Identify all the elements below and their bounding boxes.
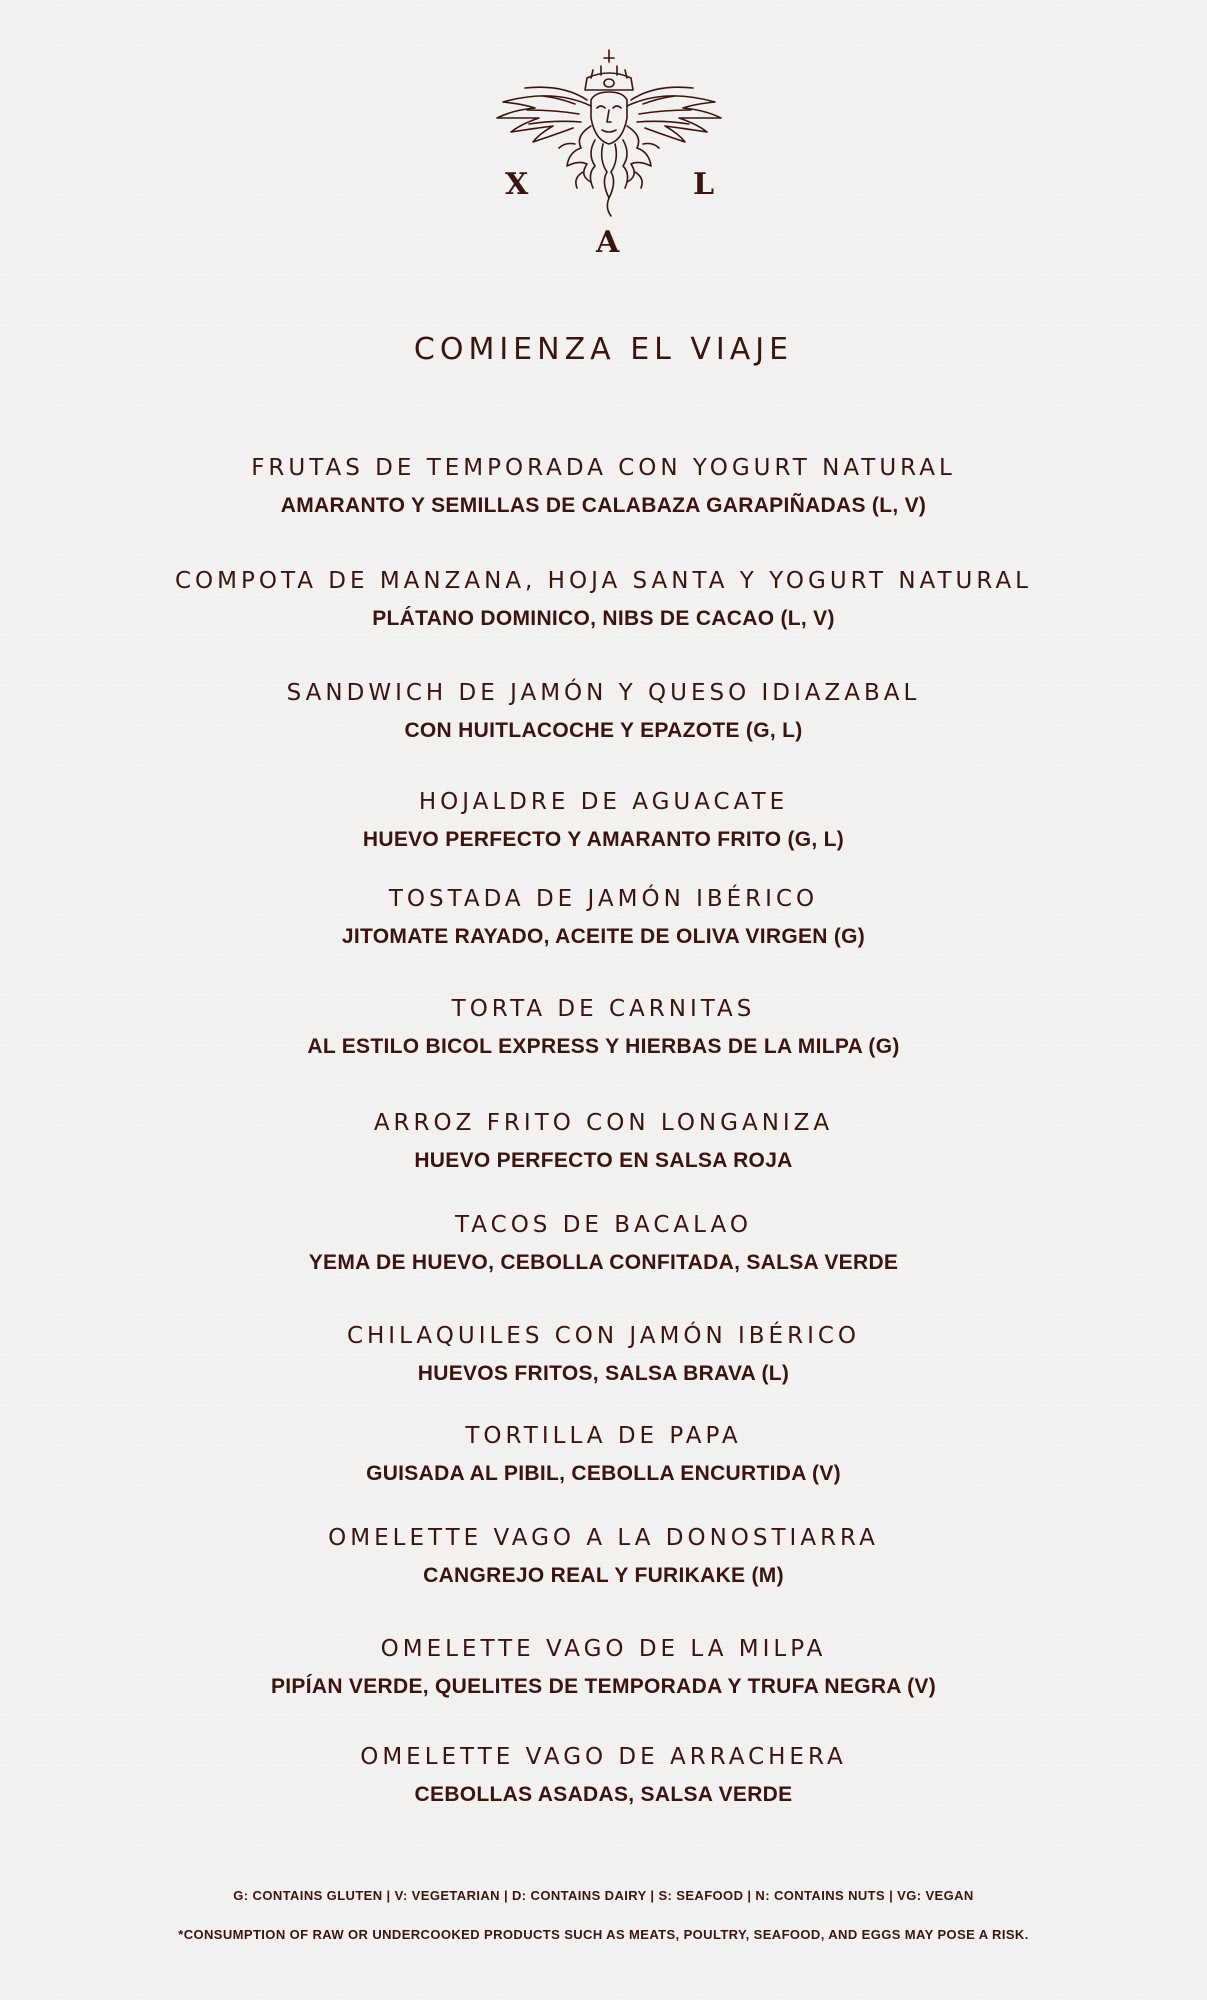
menu-item-title: OMELETTE VAGO DE LA MILPA	[380, 1636, 827, 1662]
menu-item	[0, 1524, 1207, 1590]
menu-item	[0, 567, 1207, 633]
menu-item	[0, 885, 1207, 951]
allergen-legend: G: CONTAINS GLUTEN | V: VEGETARIAN | D: CONTAINS DAIRY | S: SEAFOOD | N: CONTAINS NUTS | VG: VEGAN	[233, 1888, 974, 1903]
menu-item-title: TOSTADA DE JAMÓN IBÉRICO	[388, 886, 819, 912]
menu-item	[0, 1743, 1207, 1809]
menu-item-title: CHILAQUILES CON JAMÓN IBÉRICO	[346, 1323, 861, 1349]
menu-item-description: PIPÍAN VERDE, QUELITES DE TEMPORADA Y TRUFA NEGRA (V)	[270, 1675, 937, 1698]
menu-item	[0, 1422, 1207, 1488]
consumption-disclaimer: *CONSUMPTION OF RAW OR UNDERCOOKED PRODUCTS SUCH AS MEATS, POULTRY, SEAFOOD, AND EGGS MAY POSE A RISK.	[178, 1927, 1029, 1942]
menu-item	[0, 1322, 1207, 1388]
menu-item	[0, 788, 1207, 854]
menu-item-description: CON HUITLACOCHE Y EPAZOTE (G, L)	[404, 719, 803, 742]
menu-item	[0, 679, 1207, 745]
menu-item	[0, 995, 1207, 1061]
winged-sun-emblem-icon	[483, 48, 735, 260]
menu-item-description: GUISADA AL PIBIL, CEBOLLA ENCURTIDA (V)	[366, 1462, 841, 1485]
menu-item-title: COMPOTA DE MANZANA, HOJA SANTA Y YOGURT NATURAL	[175, 568, 1032, 594]
menu-item-description: HUEVO PERFECTO EN SALSA ROJA	[414, 1149, 793, 1172]
logo-letter-l: L	[693, 167, 715, 202]
menu-item-title: TACOS DE BACALAO	[455, 1212, 752, 1238]
menu-item-title: TORTILLA DE PAPA	[465, 1423, 742, 1449]
menu-item-description: CANGREJO REAL Y FURIKAKE (M)	[423, 1564, 784, 1587]
menu-item-description: CEBOLLAS ASADAS, SALSA VERDE	[414, 1783, 793, 1806]
menu-item-description: PLÁTANO DOMINICO, NIBS DE CACAO (L, V)	[372, 607, 835, 630]
menu-item-description: AMARANTO Y SEMILLAS DE CALABAZA GARAPIÑADAS (L, V)	[280, 494, 927, 517]
menu-item-title: TORTA DE CARNITAS	[451, 996, 756, 1022]
menu-item-title: OMELETTE VAGO DE ARRACHERA	[360, 1744, 847, 1770]
menu-item-title: OMELETTE VAGO A LA DONOSTIARRA	[328, 1525, 879, 1551]
menu-item-title: ARROZ FRITO CON LONGANIZA	[373, 1110, 834, 1136]
logo-letter-a: A	[596, 225, 620, 260]
menu-item-title: SANDWICH DE JAMÓN Y QUESO IDIAZABAL	[286, 680, 921, 706]
menu-heading: COMIENZA EL VIAJE	[413, 332, 794, 367]
menu-item	[0, 1635, 1207, 1701]
menu-item	[0, 1109, 1207, 1175]
menu-item	[0, 454, 1207, 520]
menu-item-description: YEMA DE HUEVO, CEBOLLA CONFITADA, SALSA VERDE	[308, 1251, 899, 1274]
menu-item-description: HUEVOS FRITOS, SALSA BRAVA (L)	[417, 1362, 790, 1385]
menu-item-title: HOJALDRE DE AGUACATE	[418, 789, 789, 815]
winged-sun-logo	[483, 48, 735, 260]
menu-item-description: AL ESTILO BICOL EXPRESS Y HIERBAS DE LA MILPA (G)	[307, 1035, 900, 1058]
menu-item-title: FRUTAS DE TEMPORADA CON YOGURT NATURAL	[251, 455, 956, 481]
menu-item-description: JITOMATE RAYADO, ACEITE DE OLIVA VIRGEN (G)	[341, 925, 866, 948]
menu-item	[0, 1211, 1207, 1277]
menu-item-description: HUEVO PERFECTO Y AMARANTO FRITO (G, L)	[362, 828, 845, 851]
logo-letter-x: X	[505, 167, 529, 202]
